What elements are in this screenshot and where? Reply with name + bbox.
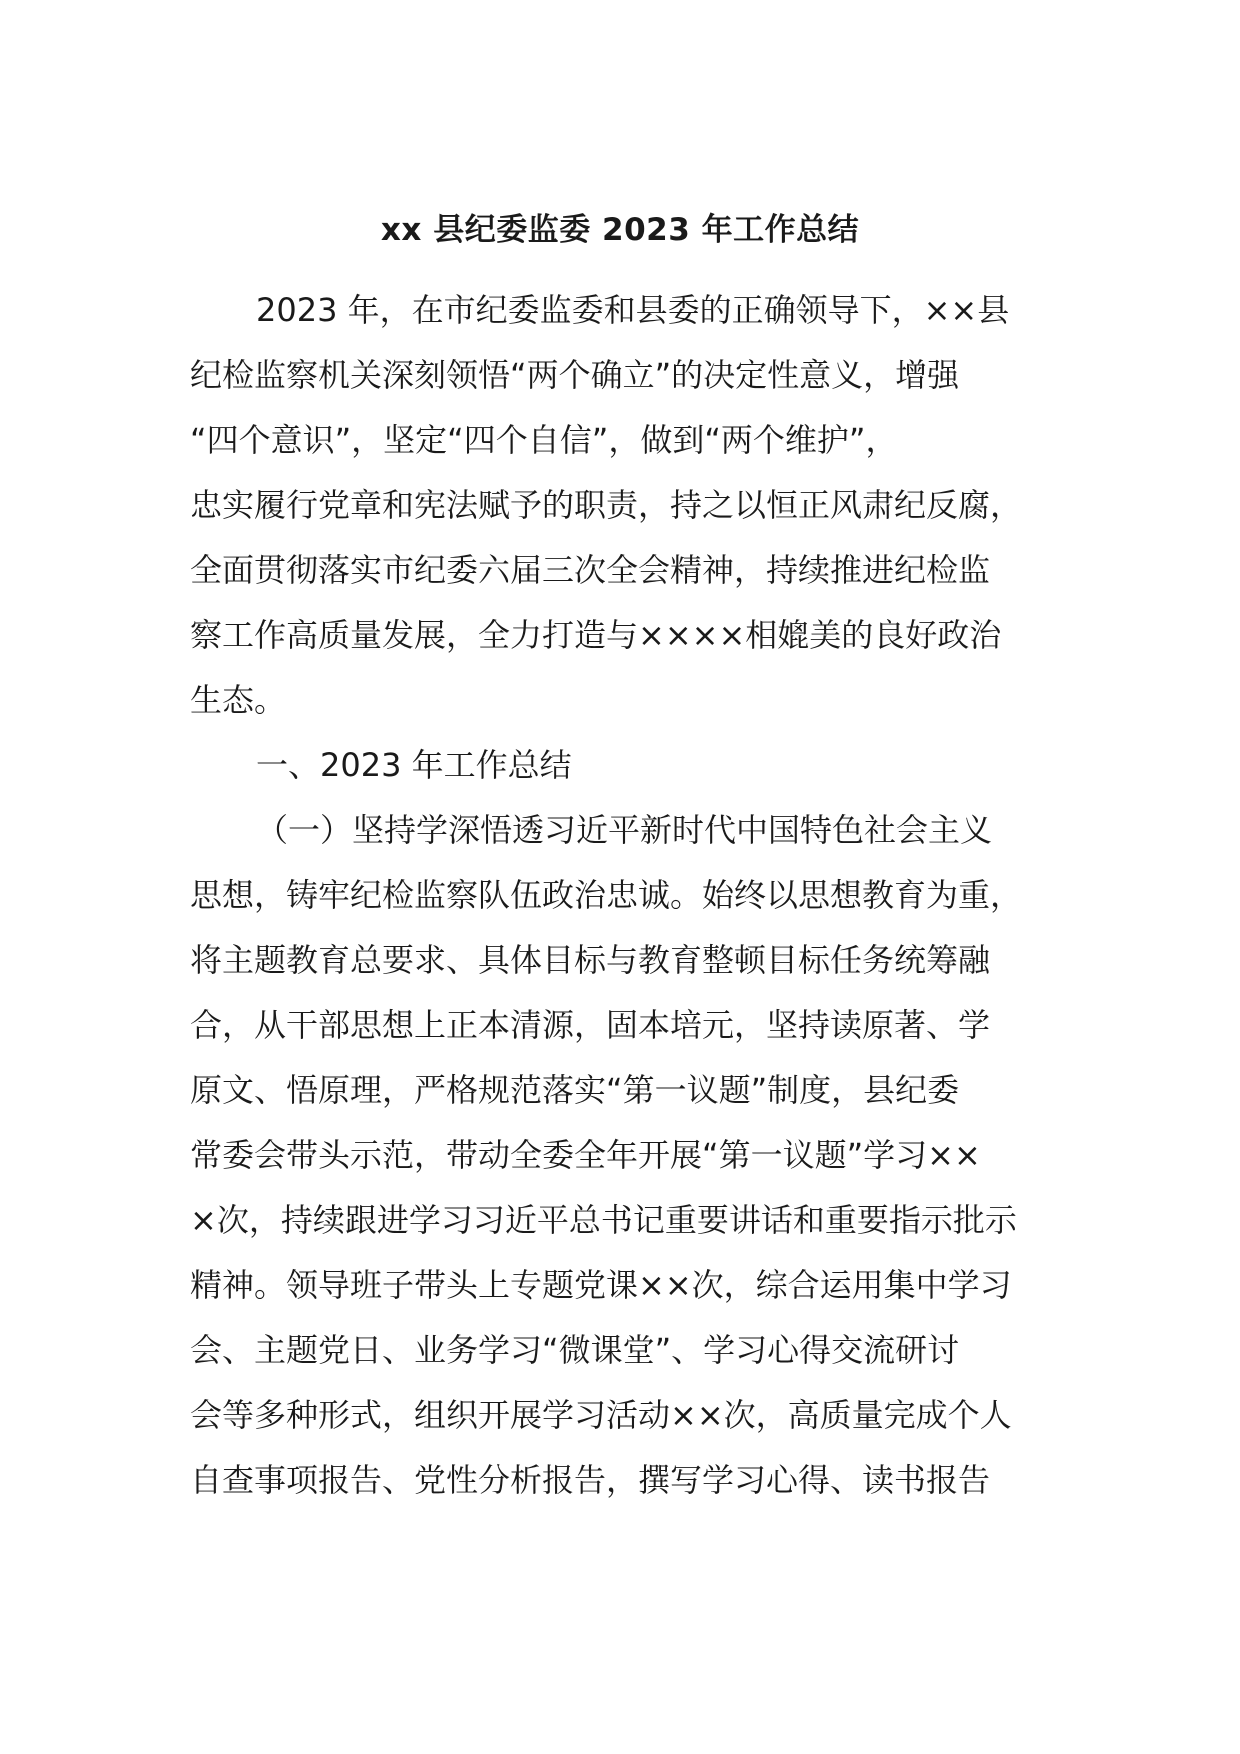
text-line: 忠实履行党章和宪法赋予的职责，持之以恒正风肃纪反腐，	[190, 486, 1023, 524]
text-line: “四个意识”，坚定“四个自信”，做到“两个维护”，	[190, 421, 898, 459]
text-line: 将主题教育总要求、具体目标与教育整顿目标任务统筹融	[190, 941, 991, 979]
text-line: 精神。领导班子带头上专题党课××次，综合运用集中学习	[190, 1266, 1012, 1304]
text-line: 合，从干部思想上正本清源，固本培元，坚持读原著、学	[190, 1006, 991, 1044]
heading-text: 一、2023 年工作总结	[256, 746, 572, 784]
text-line: 全面贯彻落实市纪委六届三次全会精神，持续推进纪检监	[190, 551, 991, 589]
text-line: 会、主题党日、业务学习“微课堂”、学习心得交流研讨	[190, 1331, 960, 1369]
text-line: 生态。	[190, 681, 287, 719]
section-heading	[190, 733, 1050, 798]
document-body	[190, 278, 1050, 1513]
text-line: 自查事项报告、党性分析报告，撰写学习心得、读书报告	[190, 1461, 991, 1499]
text-line: 会等多种形式，组织开展学习活动××次，高质量完成个人	[190, 1396, 1012, 1434]
text-line: 2023 年，在市纪委监委和县委的正确领导下，××县	[256, 291, 1010, 329]
paragraph-section-1	[190, 798, 1050, 1513]
text-line: 察工作高质量发展，全力打造与××××相媲美的良好政治	[190, 616, 1002, 654]
text-line: 思想，铸牢纪检监察队伍政治忠诚。始终以思想教育为重，	[190, 876, 1023, 914]
text-line: 常委会带头示范，带动全委全年开展“第一议题”学习××	[190, 1136, 981, 1174]
text-line: ×次，持续跟进学习习近平总书记重要讲话和重要指示批示	[190, 1201, 1017, 1239]
paragraph-intro	[190, 278, 1050, 733]
text-line: 原文、悟原理，严格规范落实“第一议题”制度，县纪委	[190, 1071, 960, 1109]
text-line: （一）坚持学深悟透习近平新时代中国特色社会主义	[256, 811, 993, 849]
document-title: xx 县纪委监委 2023 年工作总结	[380, 212, 860, 248]
text-line: 纪检监察机关深刻领悟“两个确立”的决定性意义，增强	[190, 356, 960, 394]
